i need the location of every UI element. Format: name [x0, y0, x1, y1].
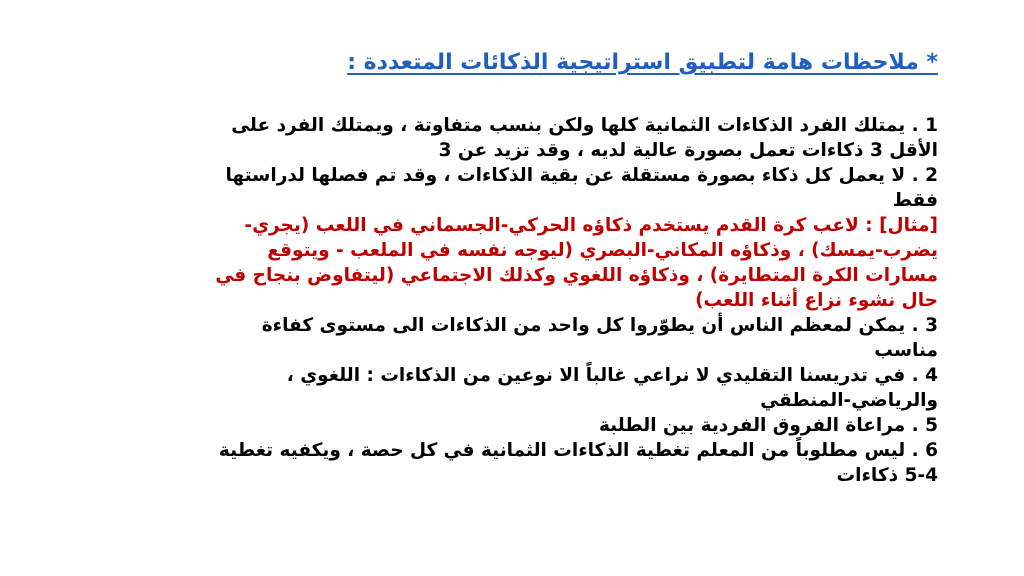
note-6: 6 . ليس مطلوباً من المعلم تغطية الذكاءات الثمانية في كل حصة ، ويكفيه تغطية 4-5 ذكاءات: [218, 440, 938, 486]
note-4: 4 . في تدريسنا التقليدي لا نراعي غالباً الا نوعين من الذكاءات : اللغوي ، والرياضي-المنطقي: [286, 365, 938, 411]
note-2: 2 . لا يعمل كل ذكاء بصورة مستقلة عن بقية الذكاءات ، وقد تم فصلها لدراستها فقط: [225, 165, 938, 211]
note-3: 3 . يمكن لمعظم الناس أن يطوّروا كل واحد من الذكاءات الى مستوى كفاءة مناسب: [261, 315, 938, 361]
note-1: 1 . يمتلك الفرد الذكاءات الثمانية كلها ولكن بنسب متفاوتة ، ويمتلك الفرد على الأقل 3 ذكاءات تعمل بصورة عالية لديه ، وقد تزيد عن 3: [231, 115, 938, 161]
notes-list: [203, 113, 938, 488]
note-5: 5 . مراعاة الفروق الفردية بين الطلبة: [598, 415, 938, 436]
slide-title: * ملاحظات هامة لتطبيق استراتيجية الذكائات المتعددة :: [347, 50, 938, 75]
example-note: [مثال] : لاعب كرة القدم يستخدم ذكاؤه الحركي-الجسماني في اللعب (يجري-يضرب-يمسك) ، وذكاؤه المكاني-البصري (ليوجه نفسه في الملعب - ويتوقع مسارات الكرة المتطايرة) ، وذكاؤه اللغوي وكذلك الاجتماعي (ليتفاوض بنجاح في حال نشوء نزاع أثناء اللعب): [215, 215, 938, 311]
